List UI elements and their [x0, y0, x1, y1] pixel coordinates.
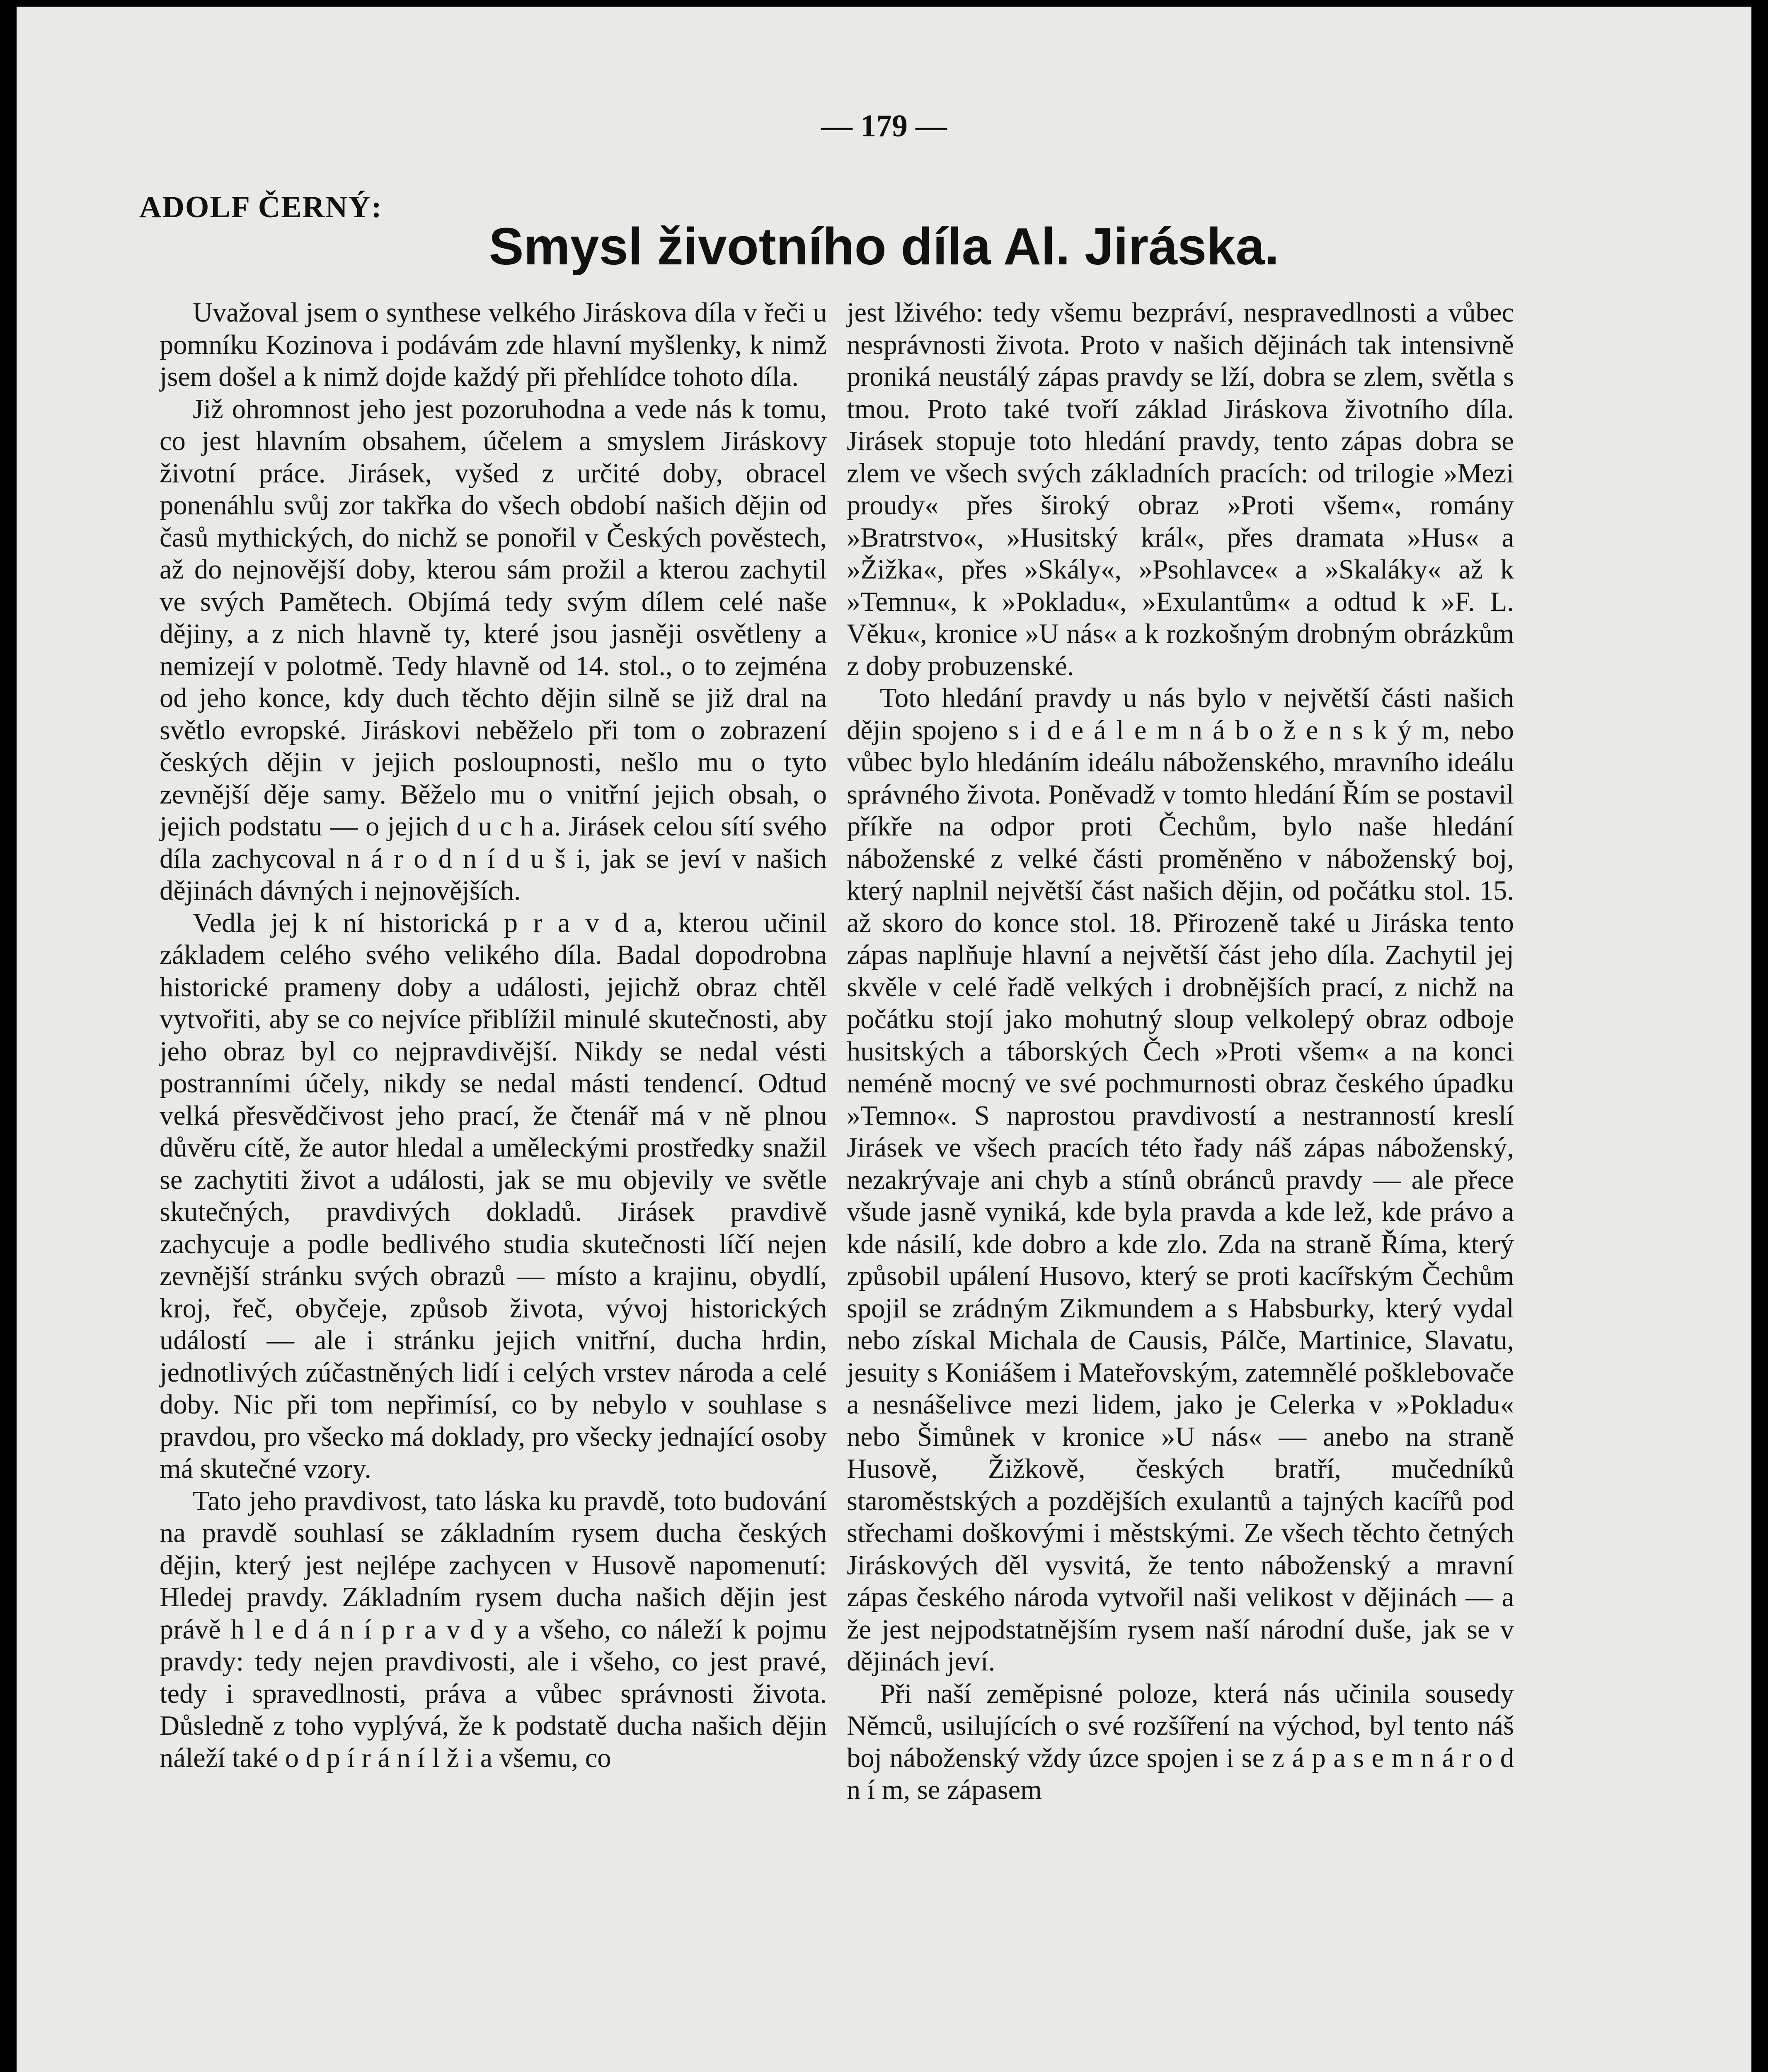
- author-name: ADOLF ČERNÝ:: [139, 190, 383, 224]
- article-title: Smysl životního díla Al. Jiráska.: [489, 217, 1279, 276]
- paragraph: Při naší zeměpisné poloze, která nás učinila sousedy Němců, usilujících o své rozšíření na východ, byl tento náš boj náboženský vždy úzce spojen i se z á p a s e m n á r o d n í m, se zápasem: [847, 1678, 1514, 1805]
- right-column: [847, 297, 1514, 1806]
- paragraph: Toto hledání pravdy u nás bylo v největší části našich dějin spojeno s i d e á l e m n á b o ž e n s k ý m, nebo vůbec bylo hledáním ideálu náboženského, mravního ideálu správného života. Poněvadž v tomto hledání Řím se postavil příkře na odpor proti Čechům, bylo naše hledání náboženské z velké části proměněno v náboženský boj, který naplnil největší část našich dějin, od počátku stol. 15. až skoro do konce stol. 18. Přirozeně také u Jiráska tento zápas naplňuje hlavní a největší část jeho díla. Zachytil jej skvěle v celé řadě velkých i drobnějších prací, z nichž na počátku stojí jako mohutný sloup velkolepý obraz odboje husitských a táborských Čech »Proti všem« a na konci neméně mocný ve své pochmurnosti obraz českého úpadku »Temno«. S naprostou pravdivostí a nestranností kreslí Jirásek ve všech pracích této řady náš zápas náboženský, nezakrývaje ani chyb a stínů obránců pravdy — ale přece všude jasně vyniká, kde byla pravda a kde lež, kde právo a kde násilí, kde dobro a kde zlo. Zda na straně Říma, který způsobil upálení Husovo, který se proti kacířským Čechům spojil se zrádným Zikmundem a s Habsburky, který vydal nebo získal Michala de Causis, Pálče, Martinice, Slavatu, jesuity s Koniášem i Mateřovským, zatemnělé pošklebovače a nesnášelivce mezi lidem, jako je Celerka v »Pokladu« nebo Šimůnek v kronice »U nás« — anebo na straně Husově, Žižkově, českých bratří, mučedníků staroměstských a pozdějších exulantů a tajných kacířů pod střechami doškovými i městskými. Ze všech těchto četných Jiráskových děl vysvitá, že tento náboženský a mravní zápas českého národa vytvořil naši velikost v dějinách — a že jest nejpodstatnějším rysem naší národní duše, jak se v dějinách jeví.: [847, 683, 1514, 1677]
- paragraph: Vedla jej k ní historická p r a v d a, kterou učinil základem celého svého velikého díla. Badal dopodrobna historické prameny doby a události, jejichž obraz chtěl vytvořiti, aby se co nejvíce přiblížil minulé skutečnosti, aby jeho obraz byl co nejpravdivější. Nikdy se nedal vésti postranními účely, nikdy se nedal másti tendencí. Odtud velká přesvědčivost jeho prací, že čtenář má v ně plnou důvěru cítě, že autor hledal a uměleckými prostředky snažil se zachytiti život a události, jak se mu objevily ve světle skutečných, pravdivých dokladů. Jirásek pravdivě zachycuje a podle bedlivého studia skutečnosti líčí nejen zevnější stránku svých obrazů — místo a krajinu, obydlí, kroj, řeč, obyčeje, způsob života, vývoj historických událostí — ale i stránku jejich vnitřní, ducha hrdin, jednotlivých zúčastněných lidí i celých vrstev národa a celé doby. Nic při tom nepřimísí, co by nebylo v souhlase s pravdou, pro všecko má doklady, pro všecky jednající osoby má skutečné vzory.: [160, 908, 827, 1484]
- paragraph-continued: jest lživého: tedy všemu bezpráví, nespravedlnosti a vůbec nesprávnosti života. Proto v našich dějinách tak intensivně proniká neustálý zápas pravdy se lží, dobra se zlem, světla s tmou. Proto také tvoří základ Jiráskova životního díla. Jirásek stopuje toto hledání pravdy, tento zápas dobra se zlem ve všech svých základních pracích: od trilogie »Mezi proudy« přes široký obraz »Proti všem«, romány »Bratrstvo«, »Husitský král«, přes dramata »Hus« a »Žižka«, přes »Skály«, »Psohlavce« a »Skaláky« až k »Temnu«, k »Pokladu«, »Exulantům« a odtud k »F. L. Věku«, kronice »U nás« a k rozkošným drobným obrázkům z doby probuzenské.: [847, 298, 1514, 681]
- page-number: — 179 —: [821, 109, 947, 143]
- paragraph: Tato jeho pravdivost, tato láska ku pravdě, toto budování na pravdě souhlasí se základním rysem ducha českých dějin, který jest nejlépe zachycen v Husově napomenutí: Hledej pravdy. Základním rysem ducha našich dějin jest právě h l e d á n í p r a v d y a všeho, co náleží k pojmu pravdy: tedy nejen pravdivosti, ale i všeho, co jest pravé, tedy i spravedlnosti, práva a vůbec správnosti života. Důsledně z toho vyplývá, že k podstatě ducha našich dějin náleží také o d p í r á n í l ž i a všemu, co: [160, 1486, 827, 1773]
- left-column: [160, 297, 827, 1774]
- scanned-page: [17, 7, 1751, 2072]
- paragraph: Již ohromnost jeho jest pozoruhodna a vede nás k tomu, co jest hlavním obsahem, účelem a smyslem Jiráskovy životní práce. Jirásek, vyšed z určité doby, obracel ponenáhlu svůj zor takřka do všech období našich dějin od časů mythických, do nichž se ponořil v Českých pověstech, až do nejnovější doby, kterou sám prožil a kterou zachytil ve svých Pamětech. Objímá tedy svým dílem celé naše dějiny, a z nich hlavně ty, které jsou jasněji osvětleny a nemizejí v polotmě. Tedy hlavně od 14. stol., o to zejména od jeho konce, kdy duch těchto dějin silně se již dral na světlo evropské. Jiráskovi neběželo při tom o zobrazení českých dějin v jejich posloupnosti, nešlo mu o tyto zevnější děje samy. Běželo mu o vnitřní jejich obsah, o jejich podstatu — o jejich d u c h a. Jirásek celou sítí svého díla zachycoval n á r o d n í d u š i, jak se jeví v našich dějinách dávných i nejnovějších.: [160, 394, 827, 906]
- paragraph: Uvažoval jsem o synthese velkého Jiráskova díla v řeči u pomníku Kozinova i podávám zde hlavní myšlenky, k nimž jsem došel a k nimž dojde každý při přehlídce tohoto díla.: [160, 298, 827, 392]
